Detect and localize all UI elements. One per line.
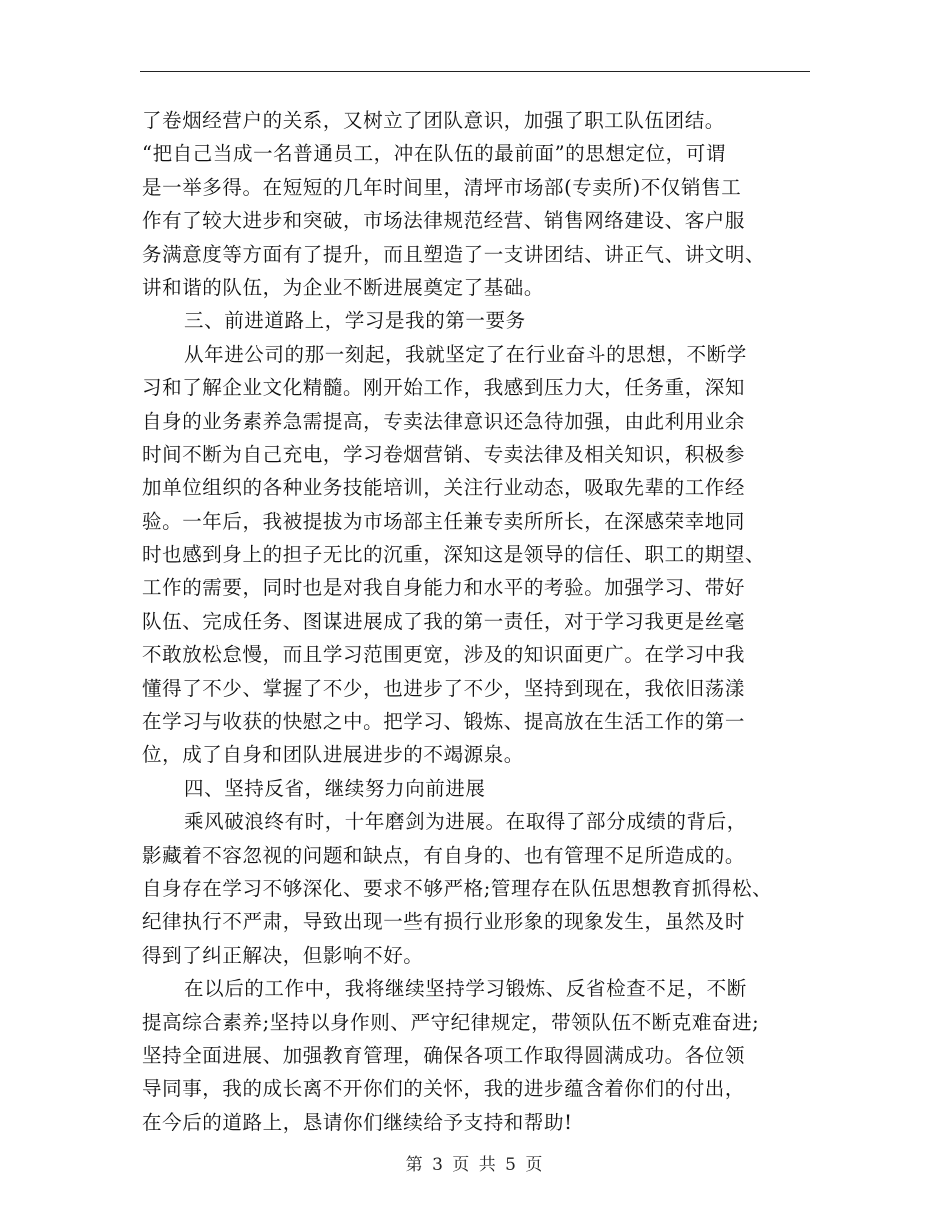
text-line: 务满意度等方面有了提升，而且塑造了一支讲团结、讲正气、讲文明、 xyxy=(142,242,766,266)
text-line: 得到了纠正解决，但影响不好。 xyxy=(142,943,424,967)
text-line: 自身的业务素养急需提高，专卖法律意识还急待加强，由此利用业余 xyxy=(142,409,746,433)
text-line: 影藏着不容忽视的问题和缺点，有自身的、也有管理不足所造成的。 xyxy=(142,843,746,867)
text-line: “把自己当成一名普通员工，冲在队伍的最前面”的思想定位，可谓 xyxy=(142,142,726,166)
section-heading: 四、坚持反省，继续努力向前进展 xyxy=(184,776,486,800)
text-line: 讲和谐的队伍，为企业不断进展奠定了基础。 xyxy=(142,275,545,299)
text-line: 习和了解企业文化精髓。刚开始工作，我感到压力大，任务重，深知 xyxy=(142,376,746,400)
section-heading: 三、前进道路上，学习是我的第一要务 xyxy=(184,309,526,333)
text-line: 自身存在学习不够深化、要求不够严格;管理存在队伍思想教育抓得松、 xyxy=(142,876,773,900)
text-line: 时间不断为自己充电，学习卷烟营销、专卖法律及相关知识，积极参 xyxy=(142,442,746,466)
text-line: 乘风破浪终有时，十年磨剑为进展。在取得了部分成绩的背后， xyxy=(184,810,747,834)
text-line: 位，成了自身和团队进展进步的不竭源泉。 xyxy=(142,743,524,767)
text-line: 加单位组织的各种业务技能培训，关注行业动态，吸取先辈的工作经 xyxy=(142,476,746,500)
document-body xyxy=(142,104,822,1139)
text-line: 坚持全面进展、加强教育管理，确保各项工作取得圆满成功。各位领 xyxy=(142,1043,746,1067)
text-line: 不敢放松怠慢，而且学习范围更宽，涉及的知识面更广。在学习中我 xyxy=(142,643,746,667)
text-line: 了卷烟经营户的关系，又树立了团队意识，加强了职工队伍团结。 xyxy=(142,109,725,132)
text-line: 导同事，我的成长离不开你们的关怀，我的进步蕴含着你们的付出， xyxy=(142,1077,746,1101)
text-line: 从年进公司的那一刻起，我就坚定了在行业奋斗的思想，不断学 xyxy=(184,342,747,366)
text-line: 在以后的工作中，我将继续坚持学习锻炼、反省检查不足，不断 xyxy=(184,977,747,1001)
text-line: 在学习与收获的快慰之中。把学习、锻炼、提高放在生活工作的第一 xyxy=(142,710,746,734)
text-line: 纪律执行不严肃，导致出现一些有损行业形象的现象发生，虽然及时 xyxy=(142,910,746,934)
text-line: 提高综合素养;坚持以身作则、严守纪律规定，带领队伍不断克难奋进; xyxy=(142,1010,760,1034)
header-rule xyxy=(140,71,810,72)
text-line: 时也感到身上的担子无比的沉重，深知这是领导的信任、职工的期望、 xyxy=(142,543,766,567)
text-line: 队伍、完成任务、图谋进展成了我的第一责任，对于学习我更是丝毫 xyxy=(142,609,746,633)
text-line: 作有了较大进步和突破，市场法律规范经营、销售网络建设、客户服 xyxy=(142,209,746,233)
text-line: 在今后的道路上，恳请你们继续给予支持和帮助! xyxy=(142,1110,573,1134)
text-line: 验。一年后，我被提拔为市场部主任兼专卖所所长，在深感荣幸地同 xyxy=(142,509,746,533)
text-line: 懂得了不少、掌握了不少，也进步了不少，坚持到现在，我依旧荡漾 xyxy=(142,676,746,700)
text-line: 工作的需要，同时也是对我自身能力和水平的考验。加强学习、带好 xyxy=(142,576,746,600)
text-line: 是一举多得。在短短的几年时间里，清坪市场部(专卖所)不仅销售工 xyxy=(142,175,742,199)
page-number: 第 3 页 共 5 页 xyxy=(405,1155,545,1175)
